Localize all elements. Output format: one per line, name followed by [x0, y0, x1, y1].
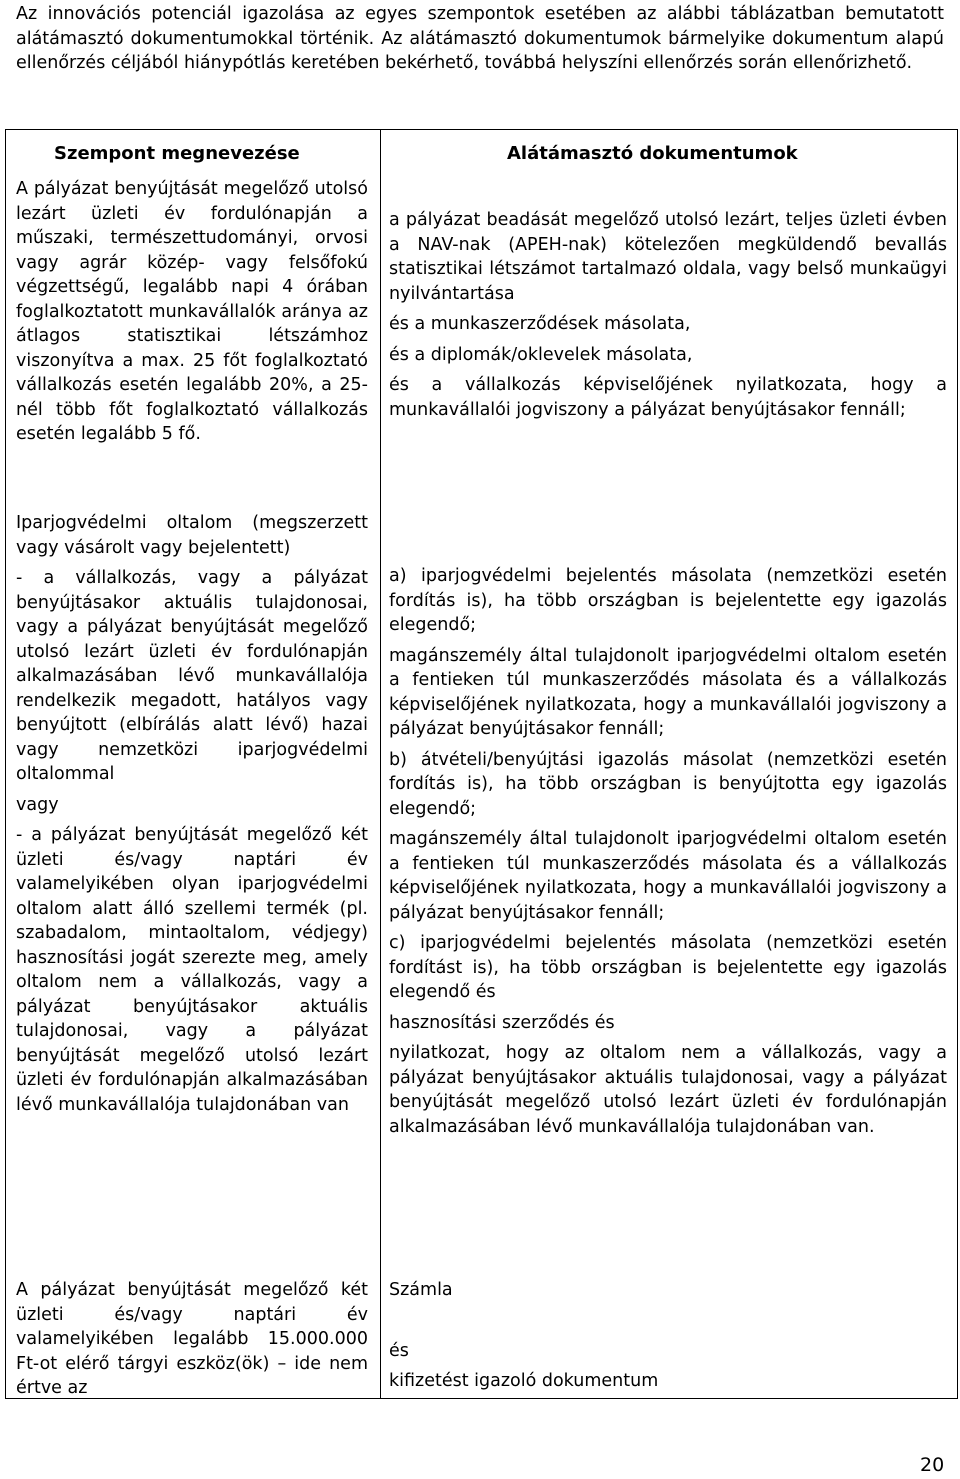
- criterion-text: - a vállalkozás, vagy a pályázat benyújtásakor aktuális tulajdonosai, vagy a pályázat benyújtását megelőző utolsó lezárt üzleti év fordulónapján alkalmazásában lévő munkavállalója rendelkezik megadott, hatályos vagy benyújtott (elbírálás alatt lévő) hazai vagy nemzetközi iparjogvédelmi oltalommal: [16, 568, 368, 784]
- document-text: hasznosítási szerződés és: [389, 1012, 615, 1033]
- column-divider: [380, 130, 381, 1398]
- document-text: és a diplomák/oklevelek másolata,: [389, 344, 693, 365]
- criteria-table: [5, 129, 958, 1399]
- document-text: magánszemély által tulajdonolt iparjogvédelmi oltalom esetén a fentieken túl munkaszerződés másolata és a vállalkozás képviselőjének nyilatkozata, hogy a munkavállalói jogviszony a pályázat benyújtásakor fennáll;: [389, 645, 947, 739]
- document-text: és a munkaszerződések másolata,: [389, 314, 691, 334]
- document-text: kifizetést igazoló dokumentum: [389, 1371, 659, 1391]
- row-3-documents: [389, 1278, 947, 1394]
- intro-paragraph: Az innovációs potenciál igazolása az egyes szempontok esetében az alábbi táblázatban bemutatott alátámasztó dokumentumokkal történik. Az alátámasztó dokumentumok bármelyike dokumentum alapú ellenőrzés céljából hiánypótlás keretében bekérhető, továbbá helyszíni ellenőrzés során ellenőrizhető.: [16, 4, 944, 73]
- document-text: c) iparjogvédelmi bejelentés másolata (nemzetközi esetén fordítást is), ha több országban is bejelentette egy igazolás elegendő és: [389, 933, 947, 1002]
- document-text: Számla: [389, 1280, 453, 1300]
- document-text: és a vállalkozás képviselőjének nyilatkozata, hogy a munkavállalói jogviszony a pályázat benyújtásakor fennáll;: [389, 375, 947, 420]
- criterion-text: Iparjogvédelmi oltalom (megszerzett vagy vásárolt vagy bejelentett): [16, 513, 368, 558]
- criterion-text: - a pályázat benyújtását megelőző két üzleti és/vagy naptári év valamelyikében olyan iparjogvédelmi oltalom alatt álló szellemi termék (pl. szabadalom, mintaoltalom, védjegy) hasznosítási jogát szerezte meg, amely oltalom nem a vállalkozás, vagy a pályázat benyújtásakor aktuális tulajdonosai, vagy a pályázat benyújtását megelőző utolsó lezárt üzleti év fordulónapján alkalmazásában lévő munkavállalója tulajdonában van: [16, 825, 368, 1115]
- row-1-documents: [389, 208, 947, 422]
- row-1-criterion: [16, 177, 368, 447]
- page-number: 20: [920, 1454, 945, 1476]
- row-3-criterion: [16, 1278, 368, 1401]
- document-text: a pályázat beadását megelőző utolsó lezárt, teljes üzleti évben a NAV-nak (APEH-nak) kötelezően megküldendő bevallás statisztikai létszámot tartalmazó oldala, vagy belső munkaügyi nyilvántartása: [389, 210, 947, 304]
- criterion-text: A pályázat benyújtását megelőző két üzleti és/vagy naptári év valamelyikében legalább 15.000.000 Ft-ot elérő tárgyi eszköz(ök) – ide nem értve az: [16, 1280, 368, 1398]
- document-text: nyilatkozat, hogy az oltalom nem a vállalkozás, vagy a pályázat benyújtásakor aktuális tulajdonosai, vagy a pályázat benyújtását megelőző utolsó lezárt üzleti év fordulónapján alkalmazásában lévő munkavállalója tulajdonában van.: [389, 1043, 947, 1137]
- document-text: magánszemély által tulajdonolt iparjogvédelmi oltalom esetén a fentieken túl munkaszerződés másolata és a vállalkozás képviselőjének nyilatkozata, hogy a munkavállalói jogviszony a pályázat benyújtásakor fennáll;: [389, 829, 947, 923]
- header-documents: Alátámasztó dokumentumok: [507, 143, 798, 164]
- row-2-documents: [389, 564, 947, 1139]
- header-criterion: Szempont megnevezése: [54, 143, 300, 164]
- document-text: a) iparjogvédelmi bejelentés másolata (nemzetközi esetén fordítás is), ha több országban is bejelentette egy igazolás elegendő;: [389, 566, 947, 635]
- row-2-criterion: [16, 511, 368, 1117]
- document-text: b) átvételi/benyújtási igazolás másolat (nemzetközi esetén fordítás is), ha több országban is benyújtotta egy igazolás elegendő;: [389, 749, 947, 819]
- criterion-text: A pályázat benyújtását megelőző utolsó lezárt üzleti év fordulónapján a műszaki, természettudományi, orvosi vagy agrár közép- vagy felsőfokú végzettségű, legalább napi 4 órában foglalkoztatott munkavállalók aránya az átlagos statisztikai létszámhoz viszonyítva a max. 25 főt foglalkoztató vállalkozás esetén legalább 20%, a 25-nél több főt foglalkoztató vállalkozás esetén legalább 5 fő.: [16, 179, 368, 444]
- criterion-text: vagy: [16, 794, 59, 815]
- document-text: és: [389, 1340, 409, 1361]
